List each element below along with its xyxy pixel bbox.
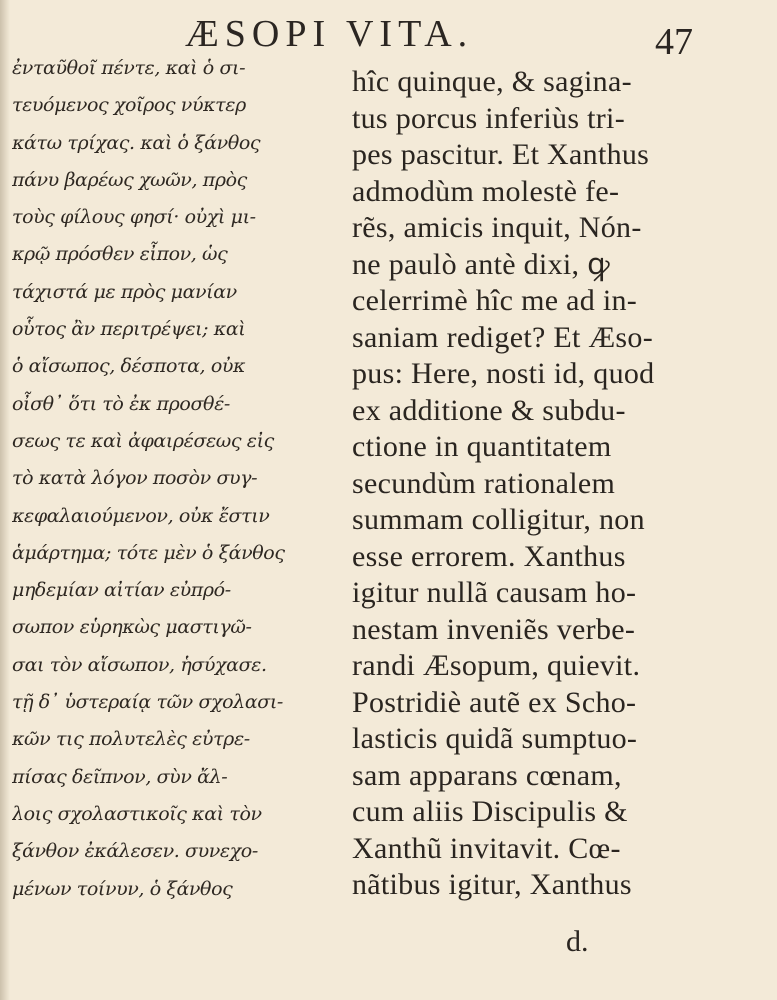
latin-line: ne paulò antè dixi, ꝙ xyxy=(352,247,610,281)
catchword: d. xyxy=(566,925,589,958)
greek-line: τάχιστά με πρὸς μανίαν xyxy=(12,280,237,303)
latin-line: ex additione & subdu- xyxy=(352,393,626,427)
latin-line: nãtibus igitur, Xanthus xyxy=(352,868,632,901)
latin-line: secundùm rationalem xyxy=(352,466,616,500)
greek-line: τοὺς φίλους φησί· οὐχὶ μι- xyxy=(12,206,256,229)
greek-line: κάτω τρίχας. καὶ ὁ ξάνθος xyxy=(12,131,261,154)
greek-line: οὗτος ἂν περιτρέψει; καὶ xyxy=(12,318,246,341)
greek-line: σεως τε καὶ ἀφαιρέσεως εἰς xyxy=(12,429,274,452)
greek-line: πάνυ βαρέως χωῶν, πρὸς xyxy=(12,168,247,191)
greek-line: τὸ κατὰ λόγον ποσὸν συγ- xyxy=(12,467,258,490)
greek-line: σωπον εὑρηκὼς μαστιγῶ- xyxy=(12,616,252,639)
greek-line: τῇ δ᾽ ὑστεραίᾳ τῶν σχολασι- xyxy=(12,691,283,714)
greek-line: κρῷ πρόσθεν εἶπον, ὡς xyxy=(12,243,228,266)
greek-line: κῶν τις πολυτελὲς εὐτρε- xyxy=(12,728,250,751)
latin-line: rẽs, amicis inquit, Nón- xyxy=(352,211,642,244)
latin-text-column xyxy=(352,64,717,904)
greek-line: πίσας δεῖπνον, σὺν ἄλ- xyxy=(12,765,228,788)
greek-line: ὁ αἴσωπος, δέσποτα, οὐκ xyxy=(12,355,246,378)
page-number: 47 xyxy=(655,21,693,63)
latin-line: esse errorem. Xanthus xyxy=(352,539,626,573)
latin-line: saniam rediget? Et Æso- xyxy=(352,320,653,354)
greek-text-column xyxy=(12,50,327,908)
greek-line: μηδεμίαν αἰτίαν εὐπρό- xyxy=(12,579,231,602)
greek-line: μένων τοίνυν, ὁ ξάνθος xyxy=(12,877,233,900)
latin-line: Postridiè autẽ ex Scho- xyxy=(352,685,637,719)
greek-line: τευόμενος χοῖρος νύκτερ xyxy=(12,94,246,117)
latin-line: hîc quinque, & sagina- xyxy=(352,65,632,98)
greek-line: λοις σχολαστικοῖς καὶ τὸν xyxy=(12,802,262,825)
latin-line: cum aliis Discipulis & xyxy=(352,795,628,828)
latin-line: admodùm molestè fe- xyxy=(352,174,620,208)
latin-line: summam colligitur, non xyxy=(352,503,645,536)
latin-line: ctione in quantitatem xyxy=(352,430,612,463)
latin-line: randi Æsopum, quievit. xyxy=(352,649,641,682)
latin-line: sam apparans cœnam, xyxy=(352,758,622,792)
latin-line: celerrimè hîc me ad in- xyxy=(352,284,638,317)
latin-line: pes pascitur. Et Xanthus xyxy=(352,138,650,171)
latin-line: lasticis quidã sumptuo- xyxy=(352,722,638,755)
greek-line: σαι τὸν αἴσωπον, ἡσύχασε. xyxy=(12,653,267,676)
running-title: ÆSOPI VITA. xyxy=(185,13,474,55)
latin-line: tus porcus inferiùs tri- xyxy=(352,101,625,135)
latin-line: pus: Here, nosti id, quod xyxy=(352,357,655,390)
greek-line: ξάνθον ἐκάλεσεν. συνεχο- xyxy=(12,840,258,863)
latin-line: igitur nullã causam ho- xyxy=(352,576,637,609)
latin-line: nestam inveniẽs verbe- xyxy=(352,612,636,646)
latin-line: Xanthũ invitavit. Cœ- xyxy=(352,831,621,865)
gutter-shadow xyxy=(0,0,10,1000)
greek-line: οἶσθ᾽ ὅτι τὸ ἐκ προσθέ- xyxy=(12,392,230,415)
greek-line: ἐνταῦθοῖ πέντε, καὶ ὁ σι- xyxy=(12,57,246,79)
greek-line: ἁμάρτημα; τότε μὲν ὁ ξάνθος xyxy=(12,541,285,564)
greek-line: κεφαλαιούμενον, οὐκ ἔστιν xyxy=(12,504,270,527)
